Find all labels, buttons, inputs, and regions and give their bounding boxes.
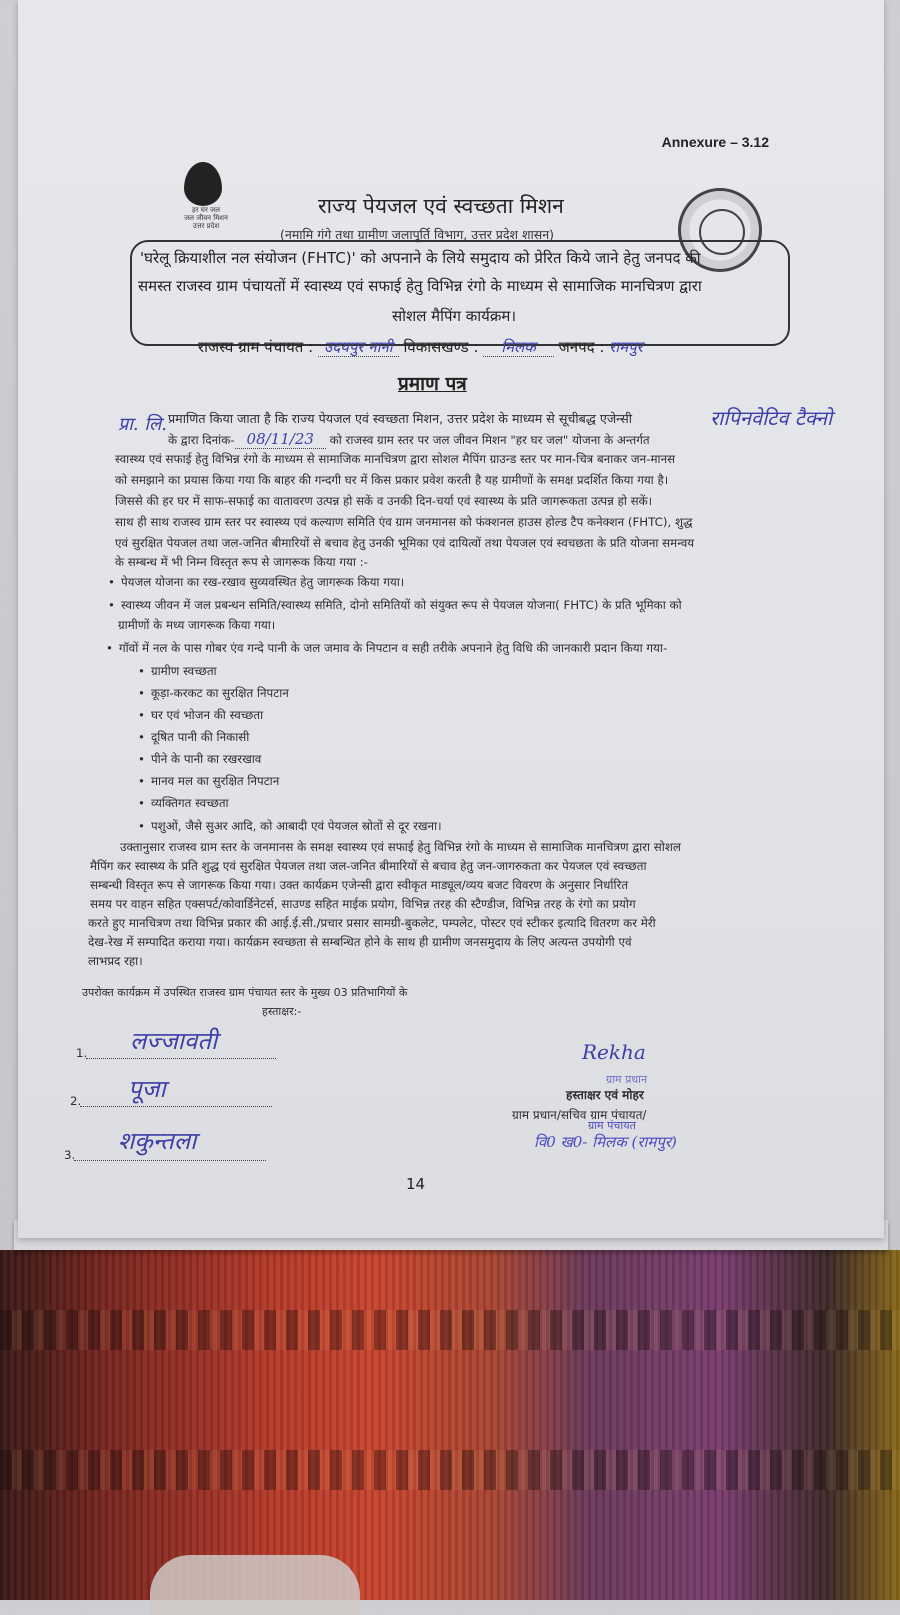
fabric-stripe <box>0 1310 900 1350</box>
agency-suffix-handwritten: प्रा. लि. <box>118 414 167 435</box>
body-text: को राजस्व ग्राम स्तर पर जल जीवन मिशन "हर घर जल" योजना के अन्तर्गत <box>329 433 650 447</box>
page-number: 14 <box>406 1175 426 1193</box>
closing-line: उक्तानुसार राजस्व ग्राम स्तर के जनमानस के समक्ष स्वास्थ्य एवं सफाई हेतु विभिन्न रंगो के माध्यम से सामाजिक मानचित्रण द्वारा सोशल <box>120 840 681 854</box>
signatory-signature: Rekha <box>582 1040 646 1064</box>
signature-line <box>80 1106 272 1107</box>
location-line <box>198 337 643 357</box>
body-line: स्वास्थ्य एवं सफाई हेतु विभिन्न रंगो के माध्यम से सामाजिक मानचित्रण द्वारा सोशल मैपिंग ग्राउन्ड स्तर पर मान-चित्र बनाकर जन-मानस <box>115 452 676 466</box>
body-line <box>168 430 650 448</box>
closing-line: मैपिंग कर स्वास्थ्य के प्रति शुद्ध एवं सुरक्षित पेयजल तथा जल-जनित बीमारियों से बचाव हेतु जन-जागरुकता कर पेयजल एवं स्वच्छता <box>90 859 647 873</box>
program-title-line2: समस्त राजस्व ग्राम पंचायतों में स्वास्थ्य एवं सफाई हेतु विभिन्न रंगो के माध्यम से सामाजिक मानचित्रण द्वारा <box>138 277 702 295</box>
bullet-item: • गॉवों में नल के पास गोबर एंव गन्दे पानी के जल जमाव के निपटान व सही तरीके अपनाने हेतु विधि की जानकारी प्रदान किया गया- <box>106 640 667 656</box>
foreground-object <box>150 1555 360 1615</box>
date-handwritten: 08/11/23 <box>235 430 326 449</box>
sub-bullet-item: • पशुओं, जैसे सुअर आदि, को आबादी एवं पेयजल स्रोतों से दूर रखना। <box>138 818 442 834</box>
annexure-label: Annexure – 3.12 <box>661 134 769 150</box>
certificate-title: प्रमाण पत्र <box>398 373 467 395</box>
closing-line: देख-रेख में सम्पादित कराया गया। कार्यक्रम स्वच्छता से सम्बन्धित होने के साथ ही ग्रामीण जनसमुदाय के लिए अत्यन्त उपयोगी एवं <box>88 935 632 949</box>
bullet-item: • पेयजल योजना का रख-रखाव सुव्यवस्थित हेतु जागरूक किया गया। <box>108 574 404 590</box>
sub-bullet-item: • मानव मल का सुरक्षित निपटान <box>138 773 279 789</box>
participants-note: उपरोक्त कार्यक्रम में उपस्थित राजस्व ग्राम पंचायत स्तर के मुख्य 03 प्रतिभागियों के <box>82 986 408 999</box>
signatory-label: हस्ताक्षर एवं मोहर <box>566 1088 644 1102</box>
fabric-stripe <box>0 1450 900 1490</box>
mission-subtitle: (नमामि गंगे तथा ग्रामीण जलापूर्ति विभाग, उत्तर प्रदेश शासन) <box>280 227 555 242</box>
body-line: को समझाने का प्रयास किया गया कि बाहर की गन्दगी घर में किस प्रकार प्रवेश करती है यह ग्रामीणों के समक्ष प्रदर्शित किया गया है। <box>115 473 669 487</box>
date-label: के द्वारा दिनांक- <box>168 433 235 447</box>
fabric-background <box>0 1250 900 1600</box>
body-line: के सम्बन्ध में भी निम्न विस्तृत रूप से जागरूक किया गया :- <box>115 555 368 569</box>
body-line: एवं सुरक्षित पेयजल तथा जल-जनित बीमारियों से बचाव हेतु उनकी भूमिका एवं दायित्वों तथा पेयजल एवं स्वचछता के प्रति योजना समन्वय <box>115 536 695 550</box>
bullet-item: • स्वास्थ्य जीवन में जल प्रबन्धन समिति/स्वास्थ्य समिति, दोनो समितियों को संयुक्त रूप से पेयजल योजना( FHTC) के प्रति भूमिका को <box>108 597 682 613</box>
district-label: जनपद : <box>558 338 605 356</box>
agency-name-handwritten: रापिनवेटिव टैक्नो <box>710 406 833 430</box>
signatures-label: हस्ताक्षर:- <box>262 1005 302 1018</box>
gp-label: राजस्व ग्राम पंचायत : <box>198 338 314 356</box>
mission-title: राज्य पेयजल एवं स्वच्छता मिशन <box>318 194 564 218</box>
participant-signature: शकुन्तला <box>118 1127 197 1155</box>
sub-bullet-item: • ग्रामीण स्वच्छता <box>138 663 217 679</box>
participant-number: 2. <box>70 1094 82 1108</box>
document-page <box>18 0 884 1238</box>
stamp-text: वि0 ख0- मिलक (रामपुर) <box>534 1133 677 1151</box>
participant-signature: लज्जावती <box>130 1027 218 1055</box>
signature-line <box>74 1160 266 1161</box>
stamp-text: ग्राम पंचायत <box>588 1119 636 1132</box>
district-value: रामपुर <box>609 338 643 356</box>
body-line: साथ ही साथ राजस्व ग्राम स्तर पर स्वास्थ्य एवं कल्याण समिति एंव ग्राम जनमानस को फंक्शनल हाउस होल्ड टैप कनेक्शन (FHTC), शुद्ध <box>115 515 693 529</box>
participant-number: 3. <box>64 1148 76 1162</box>
water-drop-logo-icon <box>174 162 244 232</box>
body-line: जिससे की हर घर में साफ-सफाई का वातावरण उत्पन्न हो सकें व उनकी दिन-चर्या एवं स्वास्थ्य के प्रति जागरूकता उत्पन्न हो सकें। <box>115 494 653 508</box>
stamp-text: ग्राम प्रधान <box>606 1073 648 1086</box>
sub-bullet-item: • पीने के पानी का रखरखाव <box>138 751 261 767</box>
sub-bullet-item: • दूषित पानी की निकासी <box>138 729 249 745</box>
program-title-line1: 'घरेलू क्रियाशील नल संयोजन (FHTC)' को अपनाने के लिये समुदाय को प्रेरित किये जाने हेतु जनपद की <box>140 249 701 267</box>
bullet-item-continued: ग्रामीणों के मध्य जागरूक किया गया। <box>118 618 276 632</box>
block-label: विकासखण्ड : <box>403 338 479 356</box>
participant-number: 1. <box>76 1046 88 1060</box>
gp-value: उदयपुर नानी <box>318 338 399 357</box>
closing-line: सम्बन्धी विस्तृत रूप से जागरूक किया गया। उक्त कार्यक्रम एजेन्सी द्वारा स्वीकृत माड्यूल/व्यय बजट विवरण के अनुसार निर्धारित <box>90 878 629 892</box>
body-line: प्रमाणित किया जाता है कि राज्य पेयजल एवं स्वच्छता मिशन, उत्तर प्रदेश के माध्यम से सूचीबद्ध एजेन्सी <box>168 411 632 426</box>
sub-bullet-item: • व्यक्तिगत स्वच्छता <box>138 795 229 811</box>
signatory-designation: ग्राम प्रधान/सचिव ग्राम पंचायत/ <box>512 1108 647 1122</box>
program-title-line3: सोशल मैपिंग कार्यक्रम। <box>392 307 517 325</box>
program-title-box <box>130 240 790 346</box>
sub-bullet-item: • कूड़ा-करकट का सुरक्षित निपटान <box>138 685 289 701</box>
closing-line: समय पर वाहन सहित एक्सपर्ट/कोवार्डिनेटर्स, साउण्ड सहित माईक प्रयोग, विभिन्न तरह की स्टैण्डीज, विभिन्न तरह के रंगो का प्रयोग <box>90 897 636 911</box>
closing-line: लाभप्रद रहा। <box>88 954 143 968</box>
block-value: मिलक <box>483 338 554 357</box>
logo-caption: हर घर जल जल जीवन मिशन उत्तर प्रदेश <box>184 206 228 230</box>
signature-line <box>86 1058 276 1059</box>
participant-signature: पूजा <box>128 1075 166 1103</box>
sub-bullet-item: • घर एवं भोजन की स्वच्छता <box>138 707 263 723</box>
closing-line: करते हुए मानचित्रण तथा विभिन्न प्रकार की आई.ई.सी./प्रचार प्रसार सामग्री-बुकलेट, पम्पलेट, पोस्टर एवं स्टीकर इत्यादि वितरण कर मेरी <box>88 916 656 930</box>
